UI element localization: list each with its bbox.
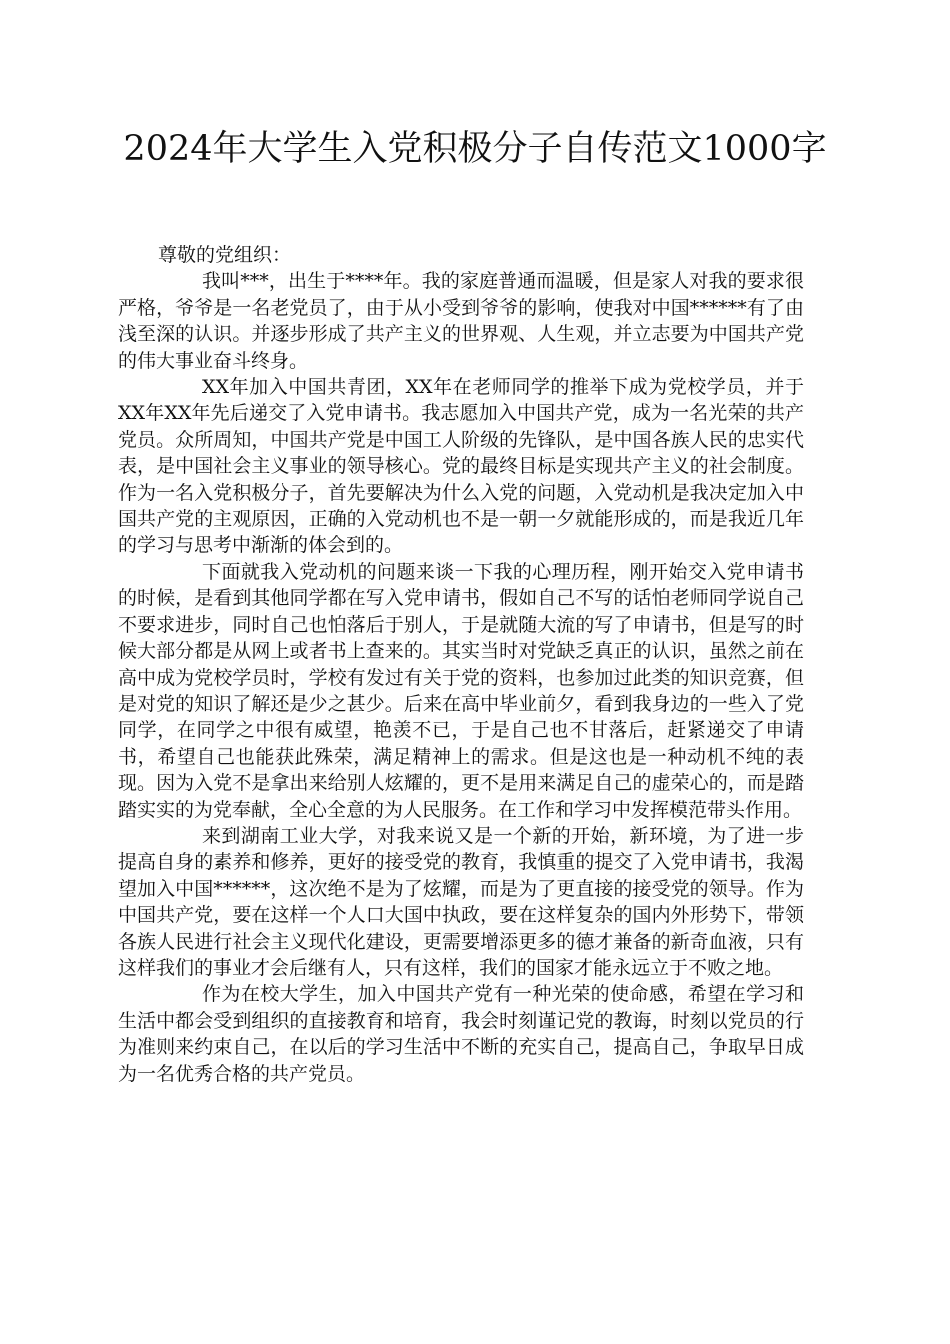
paragraph-intro: 我叫***，出生于****年。我的家庭普通而温暖，但是家人对我的要求很严格，爷爷是一名老党员了，由于从小受到爷爷的影响，使我对中国******有了由浅至深的认识。并逐步形成了共产主义的世界观、人生观，并立志要为中国共产党的伟大事业奋斗终身。 xyxy=(118,270,804,372)
paragraph-university: 来到湖南工业大学，对我来说又是一个新的开始，新环境，为了进一步提高自身的素养和修养，更好的接受党的教育，我慎重的提交了入党申请书，我渴望加入中国******，这次绝不是为了炫耀，而是为了更直接的接受党的领导。作为中国共产党，要在这样一个人口大国中执政，要在这样复杂的国内外形势下，带领各族人民进行社会主义现代化建设，更需要增添更多的德才兼备的新奇血液，只有这样我们的事业才会后继有人，只有这样，我们的国家才能永远立于不败之地。 xyxy=(118,824,804,979)
document-body xyxy=(118,242,804,1087)
paragraph-motivation-history: 下面就我入党动机的问题来谈一下我的心理历程，刚开始交入党申请书的时候，是看到其他同学都在写入党申请书，假如自己不写的话怕老师同学说自己不要求进步，同时自己也怕落后于别人，于是就随大流的写了申请书，但是写的时候大部分都是从网上或者书上查来的。其实当时对党缺乏真正的认识，虽然之前在高中成为党校学员时，学校有发过有关于党的资料，也参加过此类的知识竞赛，但是对党的知识了解还是少之甚少。后来在高中毕业前夕，看到我身边的一些入了党同学，在同学之中很有威望，艳羡不已，于是自己也不甘落后，赶紧递交了申请书，希望自己也能获此殊荣，满足精神上的需求。但是这也是一种动机不纯的表现。因为入党不是拿出来给别人炫耀的，更不是用来满足自己的虚荣心的，而是踏踏实实的为党奉献，全心全意的为人民服务。在工作和学习中发挥模范带头作用。 xyxy=(118,560,804,821)
paragraph-league-and-application: XX年加入中国共青团，XX年在老师同学的推举下成为党校学员，并于XX年XX年先后递交了入党申请书。我志愿加入中国共产党，成为一名光荣的共产党员。众所周知，中国共产党是中国工人阶级的先锋队，是中国各族人民的忠实代表，是中国社会主义事业的领导核心。党的最终目标是实现共产主义的社会制度。作为一名入党积极分子，首先要解决为什么入党的问题，入党动机是我决定加入中国共产党的主观原因，正确的入党动机也不是一朝一夕就能形成的，而是我近几年的学习与思考中渐渐的体会到的。 xyxy=(118,376,804,557)
salutation: 尊敬的党组织： xyxy=(158,244,292,266)
paragraph-conclusion: 作为在校大学生，加入中国共产党有一种光荣的使命感，希望在学习和生活中都会受到组织的直接教育和培育，我会时刻谨记党的教诲，时刻以党员的行为准则来约束自己，在以后的学习生活中不断的充实自己，提高自己，争取早日成为一名优秀合格的共产党员。 xyxy=(118,983,804,1085)
document-title: 2024年大学生入党积极分子自传范文1000字 xyxy=(123,129,827,169)
